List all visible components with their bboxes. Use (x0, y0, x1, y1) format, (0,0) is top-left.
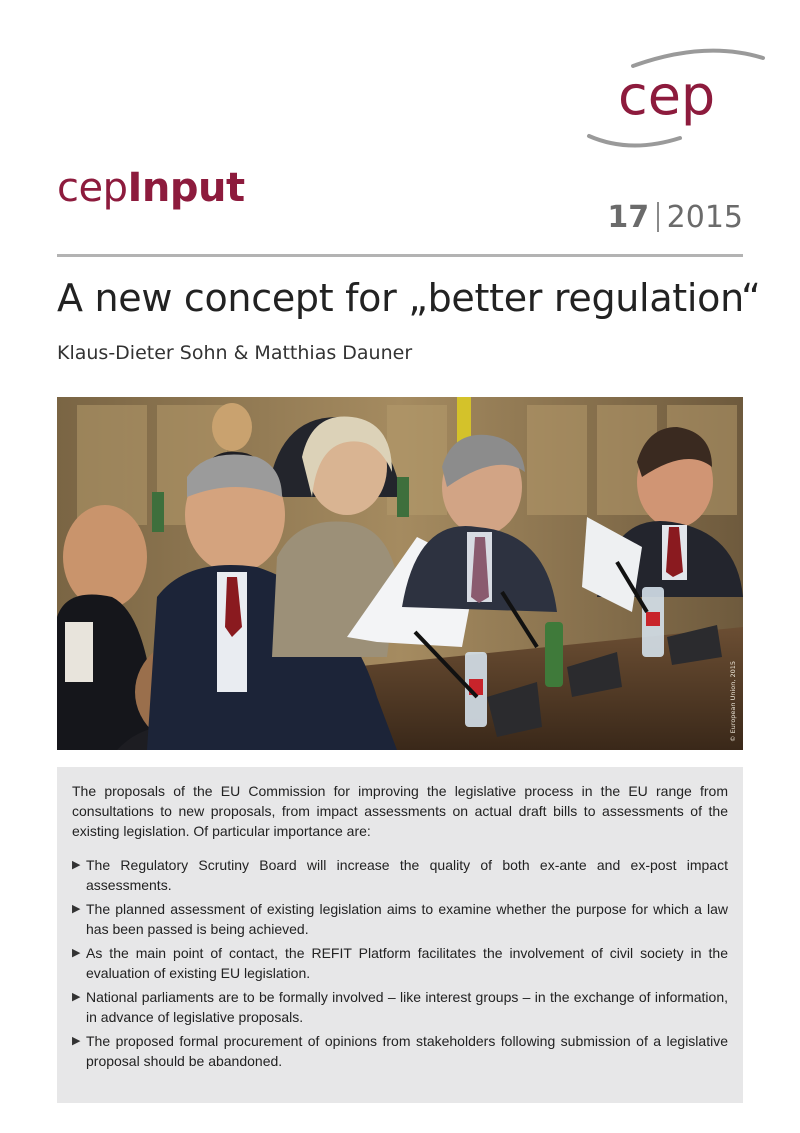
document-title: A new concept for „better regulation“ (57, 276, 761, 320)
summary-point-text: As the main point of contact, the REFIT Platform facilitates the involvement of civil society in the evaluation of existing EU legislation. (86, 945, 728, 981)
summary-point-text: The proposed formal procurement of opinions from stakeholders following submission of a legislative proposal should be abandoned. (86, 1033, 728, 1069)
cep-logo (585, 48, 770, 153)
meeting-photo (57, 397, 743, 750)
logo-text: cep (618, 64, 716, 127)
document-authors: Klaus-Dieter Sohn & Matthias Dauner (57, 342, 413, 364)
summary-point (72, 987, 728, 1027)
issue-year: 2015 (666, 200, 743, 235)
summary-point-text: The planned assessment of existing legislation aims to examine whether the purpose for which a law has been passed is being achieved. (86, 901, 728, 937)
summary-intro: The proposals of the EU Commission for improving the legislative process in the EU range from consultations to new proposals, from impact assessments on actual draft bills to assessments of the existing legislation. Of particular importance are: (72, 783, 728, 839)
issue-separator (657, 202, 659, 232)
bullet-arrow-icon: ▶ (72, 991, 81, 1003)
publication-series (57, 165, 245, 211)
bullet-arrow-icon: ▶ (72, 1035, 81, 1047)
summary-point-text: National parliaments are to be formally involved – like interest groups – in the exchange of information, in advance of legislative proposals. (86, 989, 728, 1025)
summary-point-text: The Regulatory Scrutiny Board will increase the quality of both ex-ante and ex-post impact assessments. (86, 857, 728, 893)
summary-point (72, 1031, 728, 1071)
bullet-arrow-icon: ▶ (72, 859, 81, 871)
summary-point (72, 943, 728, 983)
summary-box (57, 767, 743, 1103)
summary-points (72, 855, 728, 1071)
photo-credit: © European Union, 2015 (729, 660, 737, 742)
bullet-arrow-icon: ▶ (72, 947, 81, 959)
summary-point (72, 899, 728, 939)
summary-point (72, 855, 728, 895)
issue-number (607, 200, 743, 235)
header-divider (57, 254, 743, 257)
bullet-arrow-icon: ▶ (72, 903, 81, 915)
series-name: Input (127, 165, 245, 211)
issue-num: 17 (607, 200, 650, 235)
series-prefix: cep (57, 165, 128, 211)
